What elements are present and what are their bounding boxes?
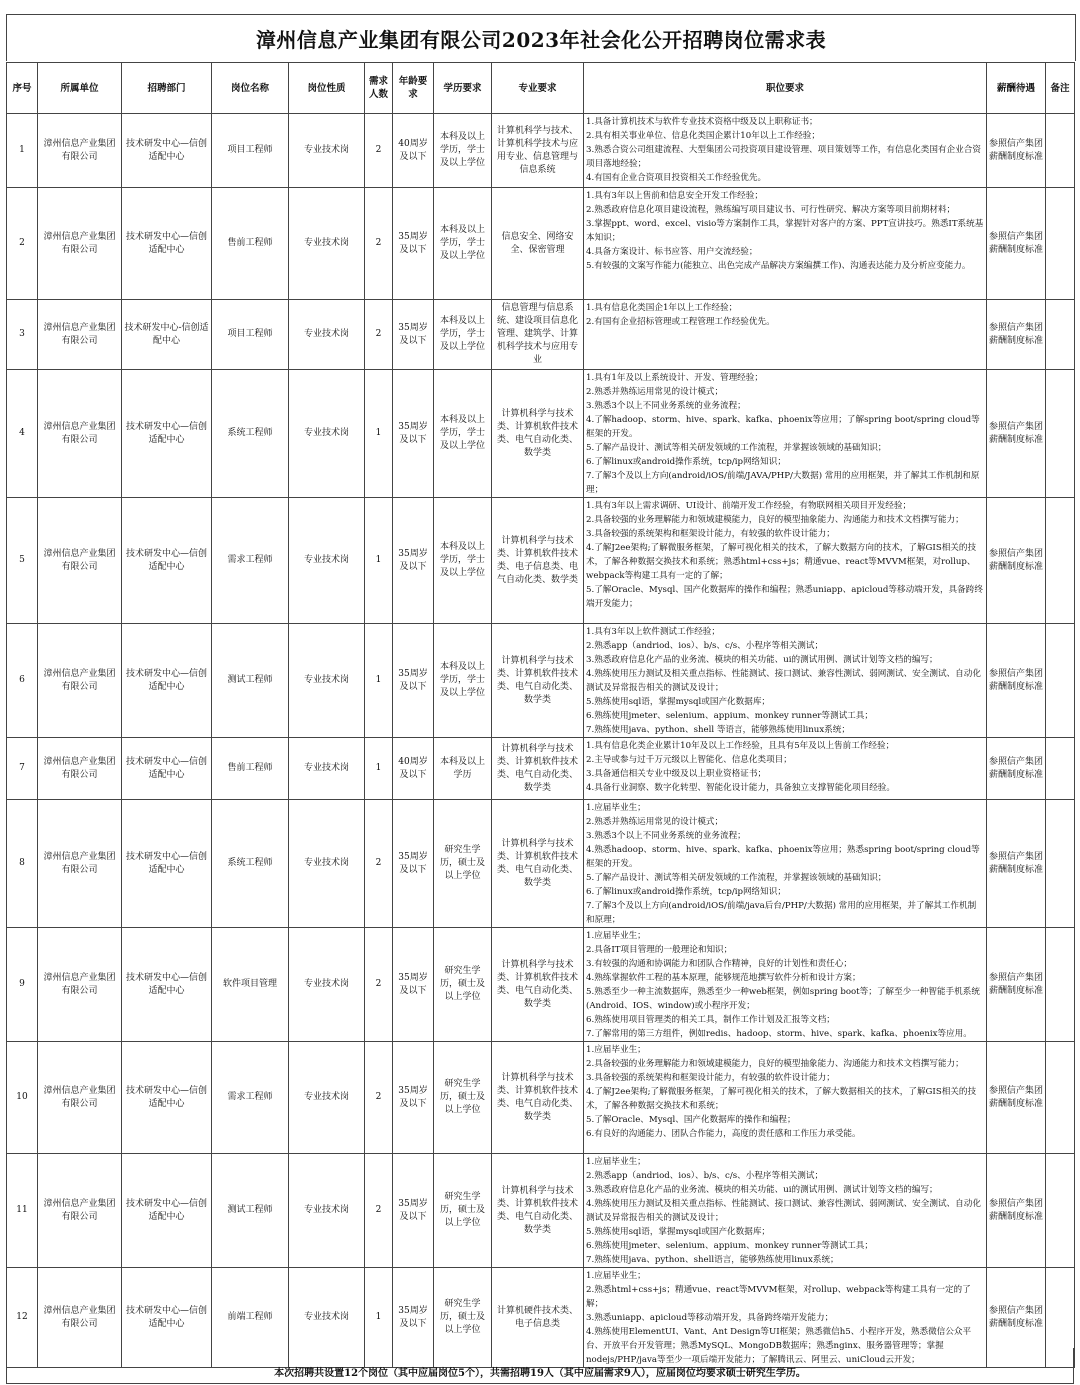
- cell-dept: 技术研发中心—信创适配中心: [122, 1042, 212, 1154]
- table-row: [7, 370, 1075, 498]
- cell-no: 3: [7, 300, 38, 370]
- header-cell: 专业要求: [492, 63, 584, 114]
- cell-nature: 专业技术岗: [289, 114, 365, 188]
- cell-count: 1: [365, 1268, 393, 1368]
- footer-note: [6, 1348, 1074, 1384]
- cell-nature: 专业技术岗: [289, 738, 365, 800]
- duty-line: 7.了解常用的第三方组件，例如redis、hadoop、storm、hive、spark、kafka、phoenix等应用。: [586, 1029, 972, 1039]
- duty-line: 6.熟练使用jmeter、selenium、appium、monkey runner等测试工具；: [586, 1241, 873, 1251]
- table-row: [7, 800, 1075, 928]
- duty-line: 2.具有相关事业单位、信息化类国企累计10年以上工作经验；: [586, 131, 820, 141]
- duty-line: 3.熟悉3个以上不同业务系统的业务流程；: [586, 831, 746, 841]
- cell-remark: [1046, 738, 1075, 800]
- cell-count: 2: [365, 800, 393, 928]
- header-cell: 薪酬待遇: [987, 63, 1046, 114]
- cell-age: 35周岁及以下: [393, 624, 434, 738]
- cell-pay: 参照信产集团薪酬制度标准: [987, 1042, 1046, 1154]
- duty-line: 1.具有3年以上需求调研、UI设计、前端开发工作经验，有物联网相关项目开发经验；: [586, 501, 912, 511]
- header-cell: 需求人数: [365, 63, 393, 114]
- cell-age: 35周岁及以下: [393, 1154, 434, 1268]
- duty-line: 6.了解linux或android操作系统，tcp/ip网络知识；: [586, 887, 786, 897]
- header-cell: 学历要求: [434, 63, 492, 114]
- duty-line: 1.具有信息化类企业累计10年及以上工作经验，且具有5年及以上售前工作经验；: [586, 741, 895, 751]
- cell-duties: [584, 738, 987, 800]
- duty-line: 5.了解产品设计、测试等相关研发领域的工作流程，并掌握该领域的基础知识；: [586, 443, 887, 453]
- cell-remark: [1046, 498, 1075, 624]
- duty-line: 3.有较强的沟通和协调能力和团队合作精神，良好的计划性和责任心；: [586, 959, 853, 969]
- cell-duties: [584, 624, 987, 738]
- cell-remark: [1046, 114, 1075, 188]
- cell-count: 2: [365, 1154, 393, 1268]
- cell-major: 计算机科学与技术类、计算机软件技术类、电气自动化类、数学类: [492, 738, 584, 800]
- duty-line: 3.具备较强的系统架构和框架设计能力，有较强的软件设计能力；: [586, 529, 835, 539]
- table-row: [7, 928, 1075, 1042]
- table-body: [7, 114, 1075, 1368]
- cell-dept: 技术研发中心—信创适配中心: [122, 1154, 212, 1268]
- cell-remark: [1046, 928, 1075, 1042]
- cell-no: 12: [7, 1268, 38, 1368]
- cell-duties: [584, 1042, 987, 1154]
- cell-edu: 本科及以上学历，学士及以上学位: [434, 498, 492, 624]
- cell-unit: 漳州信息产业集团有限公司: [38, 1268, 122, 1368]
- cell-age: 35周岁及以下: [393, 188, 434, 300]
- cell-no: 9: [7, 928, 38, 1042]
- duty-line: 4.熟悉hadoop、storm、hive、spark、kafka、phoenix等应用；熟悉spring boot/spring cloud等框架的开发。: [586, 845, 980, 869]
- duty-line: 1.具有信息化类国企1年以上工作经验；: [586, 303, 738, 313]
- duty-line: 5.有较强的文案写作能力(能独立、出色完成产品解决方案编撰工作)、沟通表达能力及分析应变能力。: [586, 261, 971, 271]
- cell-unit: 漳州信息产业集团有限公司: [38, 800, 122, 928]
- duty-line: 3.熟悉3个以上不同业务系统的业务流程；: [586, 401, 746, 411]
- cell-dept: 技术研发中心—信创适配中心: [122, 188, 212, 300]
- duty-line: 5.了解Oracle、Mysql、国产化数据库的操作和编程；熟悉uniapp、apicloud等移动端开发，具备跨终端开发能力；: [586, 585, 983, 609]
- header-cell: 所属单位: [38, 63, 122, 114]
- duty-line: 4.了解hadoop、storm、hive、spark、kafka、phoenix等应用；了解spring boot/spring cloud等框架的开发。: [586, 415, 980, 439]
- cell-edu: 研究生学历，硕士及以上学位: [434, 1154, 492, 1268]
- cell-remark: [1046, 300, 1075, 370]
- duty-line: 4.熟练掌握软件工程的基本原理，能够规范地撰写软件分析和设计方案；: [586, 973, 861, 983]
- cell-post: 系统工程师: [212, 800, 289, 928]
- cell-major: 计算机科学与技术类、计算机软件技术类、电气自动化类、数学类: [492, 624, 584, 738]
- duty-line: 1.具有1年及以上系统设计、开发、管理经验；: [586, 373, 763, 383]
- cell-age: 35周岁及以下: [393, 1042, 434, 1154]
- cell-no: 7: [7, 738, 38, 800]
- duty-line: 2.熟悉app（andriod、ios）、b/s、c/s、小程序等相关测试；: [586, 1171, 824, 1181]
- cell-pay: 参照信产集团薪酬制度标准: [987, 300, 1046, 370]
- duty-line: 4.了解J2ee架构;了解微服务框架，了解可视化相关的技术，了解大数据方向的技术，了解GIS相关的技术，了解各种数据交换技术和系统；熟悉html+css+js；精通vue、react等MVVM框架，对rollup、webpack等构建工具有一定的了解；: [586, 543, 977, 581]
- cell-major: 计算机硬件技术类、电子信息类: [492, 1268, 584, 1368]
- cell-post: 项目工程师: [212, 300, 289, 370]
- cell-edu: 本科及以上学历，学士及以上学位: [434, 300, 492, 370]
- duty-line: 4.具备方案设计、标书应答、用户交流经验；: [586, 247, 758, 257]
- cell-count: 2: [365, 928, 393, 1042]
- cell-major: 计算机科学与技术、计算机科学技术与应用专业、信息管理与信息系统: [492, 114, 584, 188]
- cell-nature: 专业技术岗: [289, 300, 365, 370]
- cell-nature: 专业技术岗: [289, 498, 365, 624]
- cell-nature: 专业技术岗: [289, 1042, 365, 1154]
- cell-no: 5: [7, 498, 38, 624]
- cell-major: 信息管理与信息系统、建设项目信息化管理、建筑学、计算机科学技术与应用专业: [492, 300, 584, 370]
- table-row: [7, 738, 1075, 800]
- cell-nature: 专业技术岗: [289, 370, 365, 498]
- cell-unit: 漳州信息产业集团有限公司: [38, 188, 122, 300]
- duty-line: 2.熟悉政府信息化项目建设流程，熟练编写项目建议书、可行性研究、解决方案等项目前期材料；: [586, 205, 956, 215]
- duty-line: 4.了解J2ee架构;了解微服务框架，了解可视化相关的技术，了解大数据相关的技术，了解GIS相关的技术，了解各种数据交换技术和系统；: [586, 1087, 977, 1111]
- cell-unit: 漳州信息产业集团有限公司: [38, 300, 122, 370]
- duty-line: 7.了解3个及以上方向(android/iOS/前端/JAVA/PHP/大数据) 常用的应用框架，并了解其工作机制和原理；: [586, 471, 980, 495]
- cell-remark: [1046, 624, 1075, 738]
- title-bar: [6, 14, 1076, 61]
- cell-major: 计算机科学与技术类、计算机软件技术类、电气自动化类、数学类: [492, 370, 584, 498]
- duty-line: 2.有国有企业招标管理或工程管理工作经验优先。: [586, 317, 775, 327]
- duty-line: 7.熟练使用java、python、shell 等语言，能够熟练使用linux系统；: [586, 725, 850, 735]
- cell-nature: 专业技术岗: [289, 624, 365, 738]
- duty-line: 4.熟练使用ElementUI、Vant、Ant Design等UI框架；熟悉微信h5、小程序开发，熟悉微信公众平台、开放平台开发管理；熟悉MySQL、MongoDB数据库；熟悉nginx、服务器管理等；掌握nodejs/PHP/java等至少一项后端开发能力；了解腾讯云、阿里云、uniCloud云开发；: [586, 1327, 972, 1365]
- cell-age: 35周岁及以下: [393, 1268, 434, 1368]
- duty-line: 1.应届毕业生；: [586, 931, 646, 941]
- duty-line: 2.熟悉app（andriod、ios）、b/s、c/s、小程序等相关测试；: [586, 641, 824, 651]
- cell-unit: 漳州信息产业集团有限公司: [38, 114, 122, 188]
- header-cell: 职位要求: [584, 63, 987, 114]
- table-row: [7, 498, 1075, 624]
- cell-age: 40周岁及以下: [393, 114, 434, 188]
- duty-line: 1.应届毕业生；: [586, 1045, 646, 1055]
- cell-edu: 本科及以上学历，学士及以上学位: [434, 370, 492, 498]
- duty-line: 2.具备IT项目管理的一般理论和知识；: [586, 945, 733, 955]
- cell-dept: 技术研发中心—信创适配中心: [122, 624, 212, 738]
- duty-line: 4.具备行业洞察、数字化转型、智能化设计能力，具备独立支撑智能化项目经验。: [586, 783, 895, 793]
- duty-line: 7.熟练使用java、python、shell语言，能够熟练使用linux系统；: [586, 1255, 839, 1265]
- cell-post: 需求工程师: [212, 498, 289, 624]
- cell-edu: 本科及以上学历，学士及以上学位: [434, 114, 492, 188]
- cell-post: 售前工程师: [212, 738, 289, 800]
- duty-line: 3.熟悉uniapp、apicloud等移动端开发，具备跨终端开发能力；: [586, 1313, 834, 1323]
- cell-pay: 参照信产集团薪酬制度标准: [987, 1268, 1046, 1368]
- cell-nature: 专业技术岗: [289, 928, 365, 1042]
- duty-line: 2.主导或参与过千万元级以上智能化、信息化类项目；: [586, 755, 792, 765]
- cell-edu: 研究生学历，硕士及以上学位: [434, 1042, 492, 1154]
- cell-pay: 参照信产集团薪酬制度标准: [987, 738, 1046, 800]
- recruitment-table: [6, 62, 1075, 1368]
- duty-line: 3.具备较强的系统架构和框架设计能力，有较强的软件设计能力；: [586, 1073, 835, 1083]
- cell-unit: 漳州信息产业集团有限公司: [38, 624, 122, 738]
- header-cell: 备注: [1046, 63, 1075, 114]
- duty-line: 2.具备较强的业务理解能力和领域建模能力，良好的模型抽象能力、沟通能力和技术文档撰写能力；: [586, 1059, 964, 1069]
- cell-unit: 漳州信息产业集团有限公司: [38, 498, 122, 624]
- cell-duties: [584, 800, 987, 928]
- cell-dept: 技术研发中心—信创适配中心: [122, 1268, 212, 1368]
- duty-line: 3.熟悉政府信息化产品的业务流、模块的相关功能、ui的测试用例、测试计划等文档的编写；: [586, 655, 938, 665]
- cell-age: 35周岁及以下: [393, 300, 434, 370]
- cell-count: 1: [365, 370, 393, 498]
- cell-dept: 技术研发中心—信创适配中心: [122, 738, 212, 800]
- duty-line: 1.具备计算机技术与软件专业技术资格中级及以上职称证书；: [586, 117, 818, 127]
- cell-unit: 漳州信息产业集团有限公司: [38, 1042, 122, 1154]
- cell-no: 1: [7, 114, 38, 188]
- cell-dept: 技术研发中心—信创适配中心: [122, 928, 212, 1042]
- cell-remark: [1046, 800, 1075, 928]
- cell-duties: [584, 114, 987, 188]
- duty-line: 5.了解产品设计、测试等相关研发领域的工作流程，并掌握该领域的基础知识；: [586, 873, 887, 883]
- cell-no: 10: [7, 1042, 38, 1154]
- cell-post: 系统工程师: [212, 370, 289, 498]
- cell-no: 8: [7, 800, 38, 928]
- cell-major: 计算机科学与技术类、计算机软件技术类、电气自动化类、数学类: [492, 1042, 584, 1154]
- table-row: [7, 188, 1075, 300]
- cell-edu: 本科及以上学历，学士及以上学位: [434, 624, 492, 738]
- duty-line: 1.应届毕业生；: [586, 803, 646, 813]
- cell-pay: 参照信产集团薪酬制度标准: [987, 624, 1046, 738]
- table-row: [7, 624, 1075, 738]
- cell-count: 2: [365, 188, 393, 300]
- cell-pay: 参照信产集团薪酬制度标准: [987, 800, 1046, 928]
- duty-line: 4.熟练使用压力测试及相关重点指标、性能测试、接口测试、兼容性测试、弱网测试、安全测试、自动化测试及异常报告相关的测试及设计；: [586, 1199, 981, 1223]
- cell-edu: 研究生学历，硕士及以上学位: [434, 928, 492, 1042]
- cell-no: 11: [7, 1154, 38, 1268]
- table-row: [7, 1042, 1075, 1154]
- cell-post: 测试工程师: [212, 1154, 289, 1268]
- duty-line: 4.熟练使用压力测试及相关重点指标、性能测试、接口测试、兼容性测试、弱网测试、安全测试、自动化测试及异常报告相关的测试及设计；: [586, 669, 981, 693]
- page-title: 漳州信息产业集团有限公司2023年社会化公开招聘岗位需求表: [255, 27, 827, 52]
- cell-count: 1: [365, 738, 393, 800]
- duty-line: 2.熟悉并熟练运用常见的设计模式；: [586, 817, 724, 827]
- duty-line: 5.熟练使用sql语，掌握mysql或国产化数据库；: [586, 1227, 771, 1237]
- duty-line: 6.了解linux或android操作系统，tcp/ip网络知识；: [586, 457, 786, 467]
- cell-no: 4: [7, 370, 38, 498]
- cell-no: 2: [7, 188, 38, 300]
- duty-line: 6.有良好的沟通能力、团队合作能力，高度的责任感和工作压力承受能。: [586, 1129, 861, 1139]
- header-cell: 年龄要求: [393, 63, 434, 114]
- cell-duties: [584, 370, 987, 498]
- cell-duties: [584, 188, 987, 300]
- cell-duties: [584, 928, 987, 1042]
- header-cell: 招聘部门: [122, 63, 212, 114]
- cell-post: 软件项目管理: [212, 928, 289, 1042]
- cell-pay: 参照信产集团薪酬制度标准: [987, 370, 1046, 498]
- duty-line: 3.熟悉合资公司组建流程、大型集团公司投资项目建设管理、项目策划等工作，有信息化类国有企业合资项目落地经验；: [586, 145, 981, 169]
- duty-line: 2.熟悉html+css+js；精通vue、react等MVVM框架，对rollup、webpack等构建工具有一定的了解；: [586, 1285, 971, 1309]
- cell-nature: 专业技术岗: [289, 1268, 365, 1368]
- cell-major: 计算机科学与技术类、计算机软件技术类、电气自动化类、数学类: [492, 928, 584, 1042]
- table-row: [7, 1154, 1075, 1268]
- cell-post: 测试工程师: [212, 624, 289, 738]
- duty-line: 4.有国有企业合资项目投资相关工作经验优先。: [586, 173, 767, 183]
- header-cell: 序号: [7, 63, 38, 114]
- cell-dept: 技术研发中心—信创适配中心: [122, 114, 212, 188]
- duty-line: 6.熟练使用jmeter、selenium、appium、monkey runner等测试工具；: [586, 711, 873, 721]
- duty-line: 3.具备通信相关专业中级及以上职业资格证书；: [586, 769, 767, 779]
- cell-nature: 专业技术岗: [289, 1154, 365, 1268]
- duty-line: 5.熟悉至少一种主流数据库，熟悉至少一种web框架，例如spring boot等；了解至少一种智能手机系统(Android、IOS、window)或小程序开发；: [586, 987, 980, 1011]
- cell-post: 售前工程师: [212, 188, 289, 300]
- duty-line: 5.了解Oracle、Mysql、国产化数据库的操作和编程；: [586, 1115, 796, 1125]
- cell-remark: [1046, 370, 1075, 498]
- cell-pay: 参照信产集团薪酬制度标准: [987, 188, 1046, 300]
- cell-age: 40周岁及以下: [393, 738, 434, 800]
- cell-remark: [1046, 188, 1075, 300]
- cell-edu: 研究生学历，硕士及以上学位: [434, 800, 492, 928]
- cell-duties: [584, 498, 987, 624]
- cell-no: 6: [7, 624, 38, 738]
- header-cell: 岗位性质: [289, 63, 365, 114]
- duty-line: 1.具有3年以上软件测试工作经验；: [586, 627, 720, 637]
- table-row: [7, 114, 1075, 188]
- cell-post: 项目工程师: [212, 114, 289, 188]
- cell-nature: 专业技术岗: [289, 188, 365, 300]
- duty-line: 1.具有3年以上售前和信息安全开发工作经验；: [586, 191, 763, 201]
- cell-dept: 技术研发中心—信创适配中心: [122, 498, 212, 624]
- cell-nature: 专业技术岗: [289, 800, 365, 928]
- cell-unit: 漳州信息产业集团有限公司: [38, 738, 122, 800]
- cell-post: 需求工程师: [212, 1042, 289, 1154]
- cell-duties: [584, 1154, 987, 1268]
- cell-age: 35周岁及以下: [393, 498, 434, 624]
- cell-count: 1: [365, 498, 393, 624]
- duty-line: 3.掌握ppt、word、excel、visio等方案制作工具，掌握针对客户的方案、PPT宣讲技巧。熟悉IT系统基本知识；: [586, 219, 984, 243]
- cell-post: 前端工程师: [212, 1268, 289, 1368]
- cell-dept: 技术研发中心—信创适配中心: [122, 370, 212, 498]
- header-cell: 岗位名称: [212, 63, 289, 114]
- duty-line: 7.了解3个及以上方向(android/iOS/前端/java后台/PHP/大数据) 常用的应用框架，并了解其工作机制和原理；: [586, 901, 977, 925]
- footer-text: 本次招聘共设置12个岗位（其中应届岗位5个），共需招聘19人（其中应届需求9人），应届岗位均要求硕士研究生学历。: [274, 1368, 806, 1379]
- cell-age: 35周岁及以下: [393, 370, 434, 498]
- cell-count: 2: [365, 1042, 393, 1154]
- cell-pay: 参照信产集团薪酬制度标准: [987, 928, 1046, 1042]
- cell-duties: [584, 300, 987, 370]
- cell-unit: 漳州信息产业集团有限公司: [38, 370, 122, 498]
- cell-major: 计算机科学与技术类、计算机软件技术类、电子信息类、电气自动化类、数学类: [492, 498, 584, 624]
- cell-pay: 参照信产集团薪酬制度标准: [987, 1154, 1046, 1268]
- cell-count: 2: [365, 114, 393, 188]
- duty-line: 1.应届毕业生；: [586, 1271, 646, 1281]
- cell-major: 计算机科学与技术类、计算机软件技术类、电气自动化类、数学类: [492, 1154, 584, 1268]
- duty-line: 6.熟练使用项目管理类的相关工具，制作工作计划及汇报等文档；: [586, 1015, 835, 1025]
- duty-line: 2.具备较强的业务理解能力和领域建模能力，良好的模型抽象能力、沟通能力和技术文档撰写能力；: [586, 515, 964, 525]
- cell-age: 35周岁及以下: [393, 928, 434, 1042]
- cell-count: 2: [365, 300, 393, 370]
- cell-dept: 技术研发中心—信创适配中心: [122, 800, 212, 928]
- duty-line: 2.熟悉并熟练运用常见的设计模式；: [586, 387, 724, 397]
- cell-unit: 漳州信息产业集团有限公司: [38, 928, 122, 1042]
- cell-dept: 技术研发中心-信创适配中心: [122, 300, 212, 370]
- cell-edu: 研究生学历，硕士及以上学位: [434, 1268, 492, 1368]
- cell-major: 信息安全、网络安全、保密管理: [492, 188, 584, 300]
- table-row: [7, 300, 1075, 370]
- cell-age: 35周岁及以下: [393, 800, 434, 928]
- cell-pay: 参照信产集团薪酬制度标准: [987, 114, 1046, 188]
- duty-line: 3.熟悉政府信息化产品的业务流、模块的相关功能、ui的测试用例、测试计划等文档的编写；: [586, 1185, 938, 1195]
- cell-edu: 本科及以上学历: [434, 738, 492, 800]
- cell-edu: 本科及以上学历，学士及以上学位: [434, 188, 492, 300]
- cell-pay: 参照信产集团薪酬制度标准: [987, 498, 1046, 624]
- cell-remark: [1046, 1042, 1075, 1154]
- cell-remark: [1046, 1154, 1075, 1268]
- duty-line: 1.应届毕业生；: [586, 1157, 646, 1167]
- cell-major: 计算机科学与技术类、计算机软件技术类、电气自动化类、数学类: [492, 800, 584, 928]
- cell-count: 1: [365, 624, 393, 738]
- duty-line: 5.熟练使用sql语，掌握mysql或国产化数据库；: [586, 697, 771, 707]
- cell-unit: 漳州信息产业集团有限公司: [38, 1154, 122, 1268]
- header-row: [7, 63, 1075, 114]
